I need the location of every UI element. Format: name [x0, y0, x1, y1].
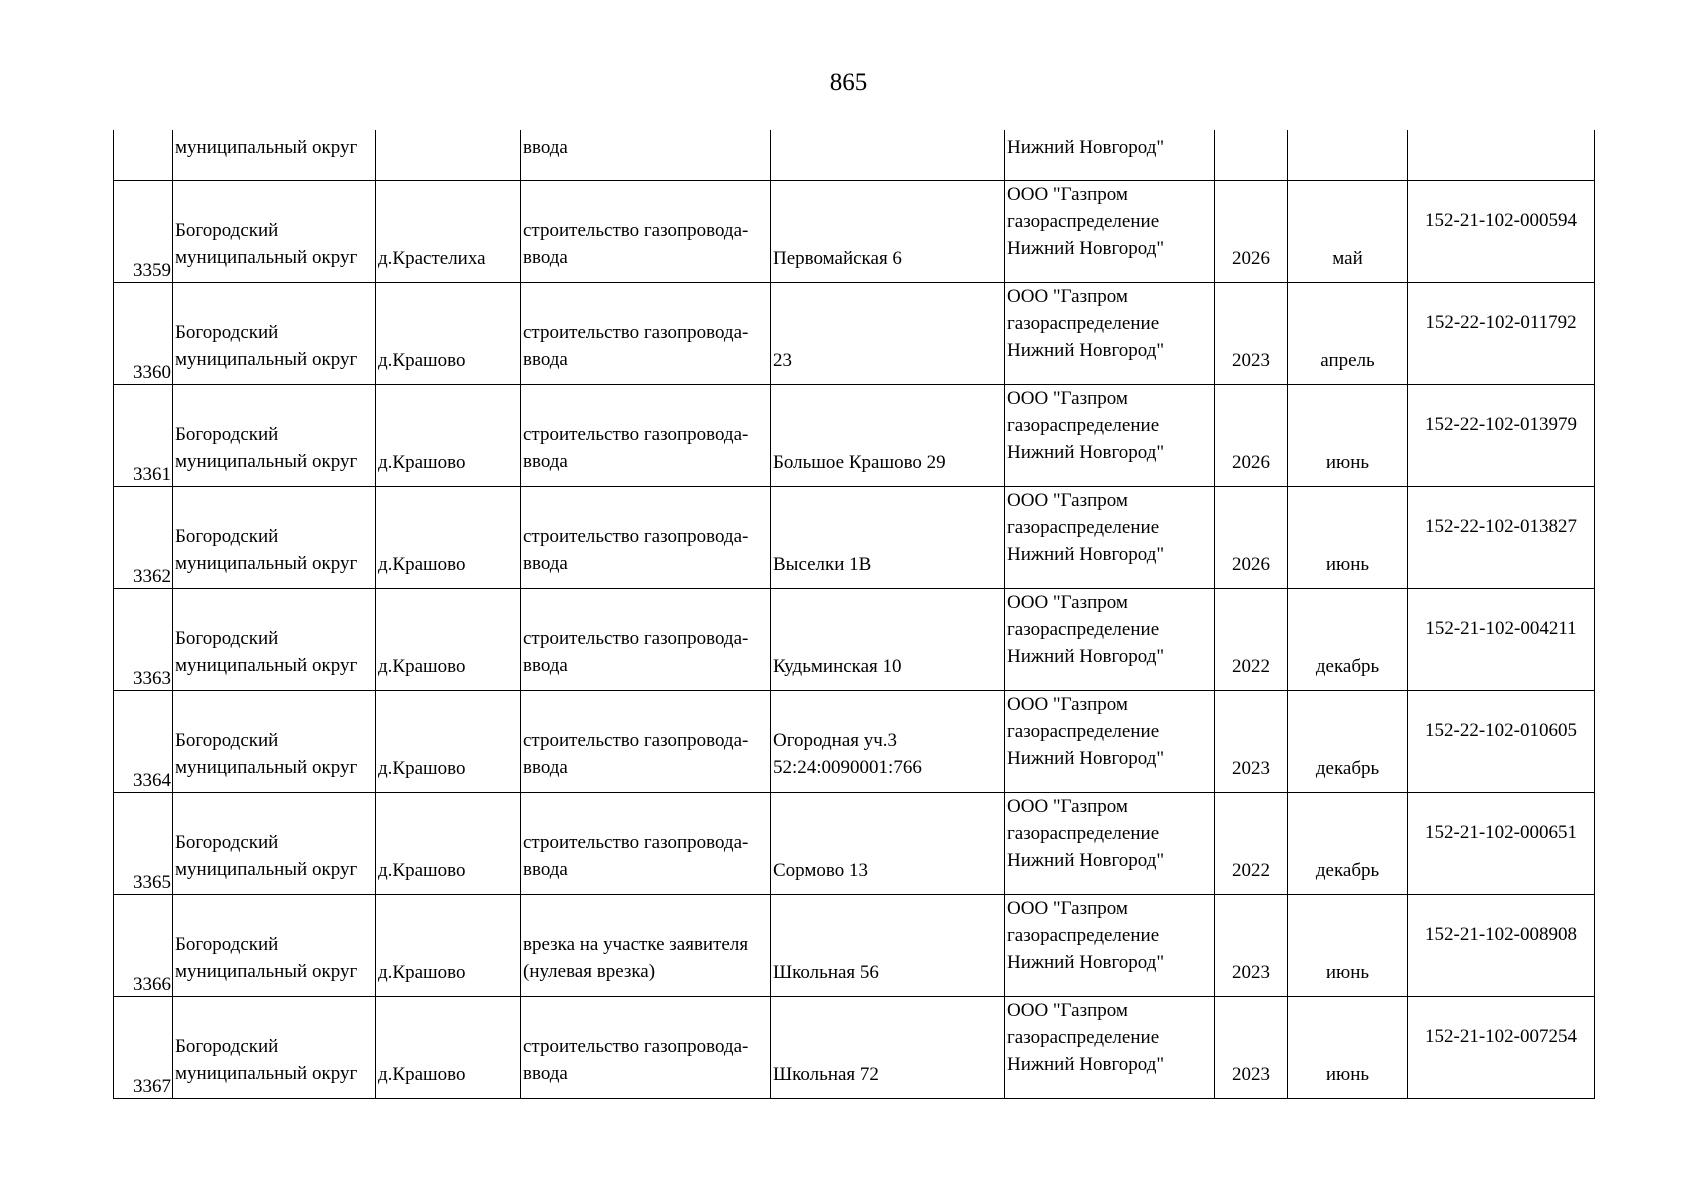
page-number: 865	[829, 69, 868, 96]
cell-district	[173, 588, 376, 690]
cell-month: июнь	[1288, 894, 1408, 996]
cell-work	[521, 384, 771, 486]
district-line: Богородский	[175, 730, 279, 751]
cell-reg: 152-21-102-000594	[1408, 180, 1595, 282]
table-row	[114, 588, 1595, 690]
cell-year: 2026	[1215, 384, 1288, 486]
cell-org	[1005, 690, 1215, 792]
table-row	[114, 486, 1595, 588]
org-line: Нижний Новгород"	[1007, 747, 1165, 769]
cell-org	[1005, 282, 1215, 384]
work-line: ввода	[523, 757, 568, 778]
work-line: (нулевая врезка)	[523, 961, 656, 982]
org-line: Нижний Новгород"	[1007, 849, 1165, 871]
table-row	[114, 996, 1595, 1098]
work-line: строительство газопровода-	[523, 424, 749, 445]
address-line: Сормово 13	[773, 859, 868, 881]
work-line: ввода	[523, 859, 568, 880]
org-line: Нижний Новгород"	[1007, 951, 1165, 973]
cell-year: 2026	[1215, 486, 1288, 588]
table-row	[114, 384, 1595, 486]
work-line: строительство газопровода-	[523, 1036, 749, 1057]
cell-locality: д.Крашово	[376, 894, 521, 996]
district-line: Богородский	[175, 220, 279, 241]
cell-address	[771, 180, 1005, 282]
cell-address	[771, 384, 1005, 486]
org-line: ООО "Газпром	[1007, 489, 1128, 511]
district-line: Богородский	[175, 832, 279, 853]
cell-reg: 152-22-102-011792	[1408, 282, 1595, 384]
district-line: муниципальный округ	[175, 1063, 358, 1084]
cell-reg: 152-22-102-010605	[1408, 690, 1595, 792]
cell-num: 3360	[114, 282, 173, 384]
org-line: ООО "Газпром	[1007, 897, 1128, 919]
cell-work	[521, 690, 771, 792]
cell-year	[1215, 130, 1288, 180]
address-line: Большое Крашово 29	[773, 451, 946, 473]
cell-org	[1005, 486, 1215, 588]
org-line: ООО "Газпром	[1007, 183, 1128, 205]
district-line: Богородский	[175, 424, 279, 445]
org-line: ООО "Газпром	[1007, 387, 1128, 409]
cell-year: 2023	[1215, 996, 1288, 1098]
cell-month: июнь	[1288, 384, 1408, 486]
cell-address	[771, 996, 1005, 1098]
address-line: 52:24:0090001:766	[773, 757, 922, 778]
cell-district	[173, 486, 376, 588]
cell-reg: 152-22-102-013827	[1408, 486, 1595, 588]
cell-num: 3367	[114, 996, 173, 1098]
cell-num: 3363	[114, 588, 173, 690]
cell-work	[521, 894, 771, 996]
work-line: строительство газопровода-	[523, 730, 749, 751]
cell-reg: 152-21-102-007254	[1408, 996, 1595, 1098]
address-line: 23	[773, 349, 792, 371]
work-line: ввода	[523, 247, 568, 268]
cell-reg	[1408, 130, 1595, 180]
org-line: газораспределение	[1007, 414, 1160, 436]
cell-work	[521, 180, 771, 282]
org-line: газораспределение	[1007, 822, 1160, 844]
cell-year: 2022	[1215, 588, 1288, 690]
org-line: газораспределение	[1007, 210, 1160, 232]
work-line: строительство газопровода-	[523, 526, 749, 547]
cell-reg: 152-21-102-000651	[1408, 792, 1595, 894]
cell-num: 3362	[114, 486, 173, 588]
cell-num: 3359	[114, 180, 173, 282]
cell-org	[1005, 588, 1215, 690]
cell-num	[114, 130, 173, 180]
address-line: Школьная 56	[773, 961, 879, 983]
cell-work	[521, 282, 771, 384]
cell-district	[173, 792, 376, 894]
cell-month: декабрь	[1288, 588, 1408, 690]
district-line: муниципальный округ	[175, 961, 358, 982]
work-line: врезка на участке заявителя	[523, 934, 749, 955]
district-line: Богородский	[175, 628, 279, 649]
org-line: ООО "Газпром	[1007, 285, 1128, 307]
org-line: ООО "Газпром	[1007, 591, 1128, 613]
org-line: ООО "Газпром	[1007, 999, 1128, 1021]
cell-org	[1005, 384, 1215, 486]
cell-month: апрель	[1288, 282, 1408, 384]
work-line: ввода	[523, 553, 568, 574]
work-line: строительство газопровода-	[523, 220, 749, 241]
cell-locality: д.Крашово	[376, 486, 521, 588]
table-row	[114, 282, 1595, 384]
cell-org: Нижний Новгород"	[1005, 130, 1215, 180]
cell-num: 3366	[114, 894, 173, 996]
org-line: Нижний Новгород"	[1007, 441, 1165, 463]
cell-address	[771, 894, 1005, 996]
org-line: газораспределение	[1007, 1026, 1160, 1048]
cell-reg: 152-22-102-013979	[1408, 384, 1595, 486]
cell-locality: д.Крашово	[376, 588, 521, 690]
cell-work: ввода	[521, 130, 771, 180]
cell-district	[173, 384, 376, 486]
cell-year: 2023	[1215, 282, 1288, 384]
district-line: Богородский	[175, 1036, 279, 1057]
cell-district	[173, 996, 376, 1098]
cell-address	[771, 588, 1005, 690]
work-line: ввода	[523, 1063, 568, 1084]
district-line: муниципальный округ	[175, 859, 358, 880]
cell-locality: д.Крашово	[376, 690, 521, 792]
table-row	[114, 690, 1595, 792]
cell-work	[521, 486, 771, 588]
org-line: ООО "Газпром	[1007, 693, 1128, 715]
address-line: Огородная уч.3	[773, 730, 898, 751]
cell-org	[1005, 996, 1215, 1098]
cell-num: 3364	[114, 690, 173, 792]
cell-year: 2023	[1215, 690, 1288, 792]
cell-address	[771, 282, 1005, 384]
cell-month: май	[1288, 180, 1408, 282]
work-line: ввода	[523, 655, 568, 676]
cell-work	[521, 792, 771, 894]
org-line: ООО "Газпром	[1007, 795, 1128, 817]
district-line: муниципальный округ	[175, 247, 358, 268]
cell-month: июнь	[1288, 996, 1408, 1098]
cell-org	[1005, 792, 1215, 894]
gas-connection-table	[113, 130, 1595, 1099]
cell-address	[771, 486, 1005, 588]
cell-year: 2022	[1215, 792, 1288, 894]
table-row	[114, 792, 1595, 894]
work-line: строительство газопровода-	[523, 832, 749, 853]
address-line: Кудьминская 10	[773, 655, 902, 677]
cell-district	[173, 282, 376, 384]
district-line: Богородский	[175, 322, 279, 343]
cell-locality	[376, 130, 521, 180]
cell-address	[771, 690, 1005, 792]
district-line: муниципальный округ	[175, 655, 358, 676]
cell-reg: 152-21-102-008908	[1408, 894, 1595, 996]
cell-num: 3361	[114, 384, 173, 486]
org-line: газораспределение	[1007, 618, 1160, 640]
work-line: строительство газопровода-	[523, 628, 749, 649]
cell-work	[521, 588, 771, 690]
work-line: ввода	[523, 349, 568, 370]
address-line: Выселки 1В	[773, 553, 872, 575]
district-line: муниципальный округ	[175, 757, 358, 778]
org-line: газораспределение	[1007, 312, 1160, 334]
org-line: Нижний Новгород"	[1007, 1053, 1165, 1075]
cell-locality: д.Крашово	[376, 996, 521, 1098]
org-line: Нижний Новгород"	[1007, 237, 1165, 259]
cell-district	[173, 180, 376, 282]
cell-address	[771, 792, 1005, 894]
org-line: газораспределение	[1007, 516, 1160, 538]
district-line: Богородский	[175, 934, 279, 955]
cell-district	[173, 894, 376, 996]
work-line: строительство газопровода-	[523, 322, 749, 343]
org-line: газораспределение	[1007, 720, 1160, 742]
cell-locality: д.Крашово	[376, 282, 521, 384]
cell-month: июнь	[1288, 486, 1408, 588]
cell-num: 3365	[114, 792, 173, 894]
cell-year: 2026	[1215, 180, 1288, 282]
org-line: Нижний Новгород"	[1007, 645, 1165, 667]
cell-reg: 152-21-102-004211	[1408, 588, 1595, 690]
cell-district: муниципальный округ	[173, 130, 376, 180]
cell-locality: д.Крастелиха	[376, 180, 521, 282]
continuation-row	[114, 130, 1595, 180]
address-line: Первомайская 6	[773, 247, 902, 269]
org-line: газораспределение	[1007, 924, 1160, 946]
cell-month: декабрь	[1288, 792, 1408, 894]
cell-org	[1005, 180, 1215, 282]
cell-month: декабрь	[1288, 690, 1408, 792]
cell-locality: д.Крашово	[376, 384, 521, 486]
table-row	[114, 894, 1595, 996]
address-line: Школьная 72	[773, 1063, 879, 1085]
org-line: Нижний Новгород"	[1007, 543, 1165, 565]
cell-locality: д.Крашово	[376, 792, 521, 894]
district-line: муниципальный округ	[175, 349, 358, 370]
cell-work	[521, 996, 771, 1098]
cell-address	[771, 130, 1005, 180]
org-line: Нижний Новгород"	[1007, 339, 1165, 361]
cell-org	[1005, 894, 1215, 996]
table-row	[114, 180, 1595, 282]
cell-year: 2023	[1215, 894, 1288, 996]
cell-month	[1288, 130, 1408, 180]
district-line: Богородский	[175, 526, 279, 547]
work-line: ввода	[523, 451, 568, 472]
district-line: муниципальный округ	[175, 451, 358, 472]
cell-district	[173, 690, 376, 792]
district-line: муниципальный округ	[175, 553, 358, 574]
